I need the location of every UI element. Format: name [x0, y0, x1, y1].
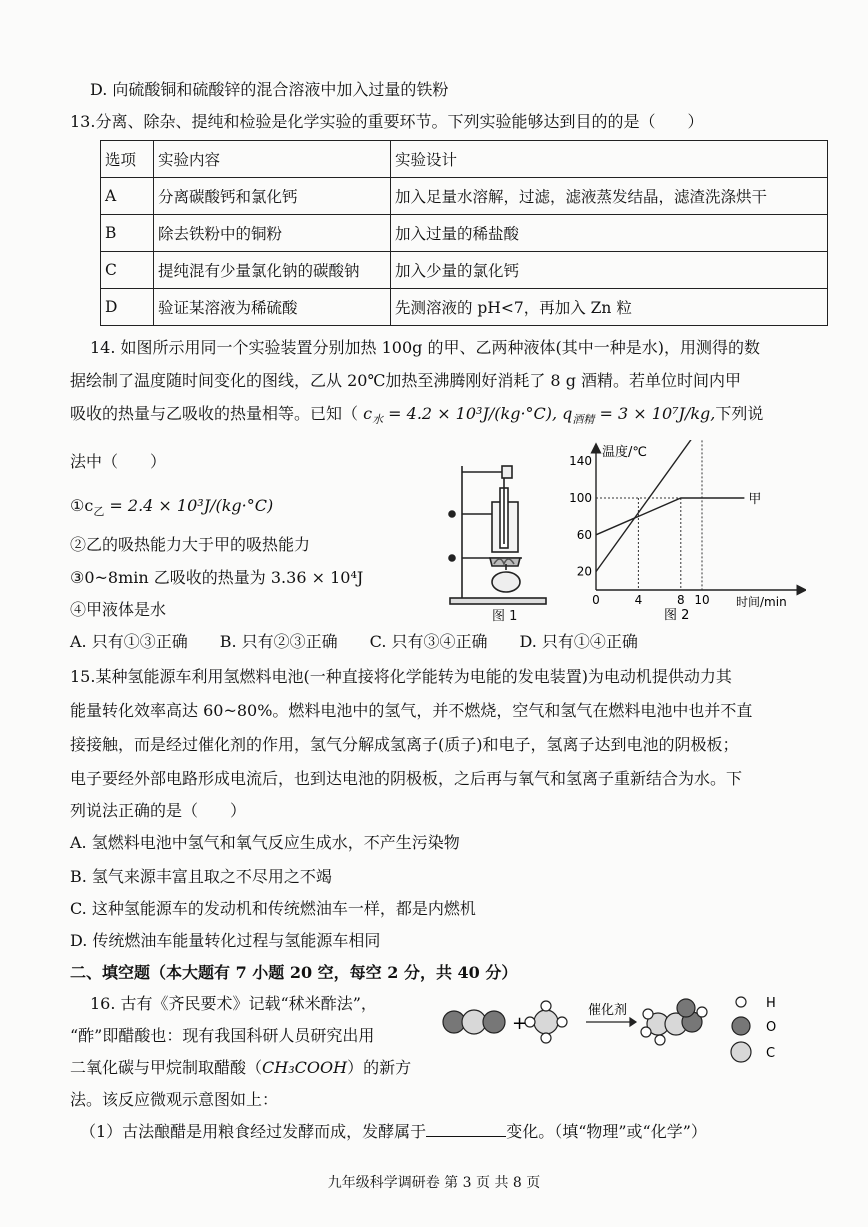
formula-c-water: $c_水 = 4.2 \times 10^3J/(kg\cdot^\circ C)$, $q_{酒精} = 3 \times 10^7J/kg$,	[363, 404, 716, 427]
hydrogen-atom	[557, 1017, 567, 1027]
alcohol-lamp	[492, 572, 520, 592]
q15-option-d: D. 传统燃油车能量转化过程与氢能源车相同	[70, 931, 381, 950]
stand-base	[450, 598, 546, 604]
x-tick-label: 8	[676, 593, 685, 607]
q15-line5: 列说法正确的是（ ）	[70, 801, 247, 820]
x-tick-label: 4	[634, 593, 643, 607]
answer-blank[interactable]	[426, 1122, 506, 1137]
plus-sign: +	[512, 1013, 528, 1034]
table-cell: B	[101, 215, 154, 252]
q16-sub1: （1）古法酿醋是用粮食经过发酵而成，发酵属于 变化。（填“物理”或“化学”）	[80, 1122, 707, 1141]
q16-line3: 二氧化碳与甲烷制取醋酸（CH₃COOH）的新方	[70, 1058, 412, 1077]
table-cell: 加入过量的稀盐酸	[391, 215, 828, 252]
table-row	[101, 215, 828, 252]
q15-line3: 接接触，而是经过催化剂的作用，氢气分解成氢离子(质子)和电子，氢离子达到电池的阴极板；	[70, 735, 739, 754]
table-cell: 加入足量水溶解，过滤，滤液蒸发结晶，滤渣洗涤烘干	[391, 178, 828, 215]
q15-option-a: A. 氢燃料电池中氢气和氧气反应生成水，不产生污染物	[70, 833, 460, 852]
statement-1: $①c_乙 = 2.4 \times 10^3J/(kg\cdot^\circ C)$	[70, 496, 274, 519]
legend-o: O	[766, 1020, 777, 1035]
table-header-cell: 实验设计	[391, 141, 828, 178]
temperature-time-chart	[566, 440, 806, 622]
q15-line2: 能量转化效率高达 60~80%。燃料电池中的氢气，并不燃烧，空气和氢气在燃料电池中也并不直	[70, 701, 753, 720]
q15-option-c: C. 这种氢能源车的发动机和传统燃油车一样，都是内燃机	[70, 899, 476, 918]
table-row	[101, 289, 828, 326]
q13-table	[100, 140, 828, 326]
statement-4: ④甲液体是水	[70, 600, 167, 619]
x-tick-label: 10	[694, 593, 710, 607]
table-header-cell: 选项	[101, 141, 154, 178]
q15-line4: 电子要经外部电路形成电流后，也到达电池的阴极板，之后再与氧气和氢离子重新结合为水。下	[70, 769, 743, 788]
legend-h-icon	[736, 997, 746, 1007]
statement-3: ③0~8min 乙吸收的热量为 3.36 × 10⁴J	[70, 568, 364, 587]
hydrogen-atom	[541, 1001, 551, 1011]
q15-line1: 15.某种氢能源车利用氢燃料电池(一种直接将化学能转为电能的发电装置)为电动机提供动力其	[70, 667, 732, 686]
q12-option-d: D. 向硫酸铜和硫酸锌的混合溶液中加入过量的铁粉	[90, 80, 449, 99]
q14-line1: 14. 如图所示用同一个实验装置分别加热 100g 的甲、乙两种液体(其中一种是水)，用测得的数	[90, 338, 760, 357]
q14-line4: 法中（ ）	[70, 452, 167, 471]
table-cell: 验证某溶液为稀硫酸	[154, 289, 391, 326]
q16-line2: “酢”即醋酸也：现有我国科研人员研究出用	[70, 1026, 375, 1045]
legend-h: H	[766, 996, 776, 1011]
y-tick-label: 60	[576, 527, 592, 542]
reaction-micro-diagram	[436, 992, 816, 1070]
q16-line4: 法。该反应微观示意图如上：	[70, 1090, 279, 1109]
heating-apparatus-figure	[440, 458, 560, 624]
q14-options: A. 只有①③正确 B. 只有②③正确 C. 只有③④正确 D. 只有①④正确	[70, 632, 638, 651]
carbon-atom	[462, 1010, 486, 1034]
q16-line1: 16. 古有《齐民要术》记载“秫米酢法”，	[90, 994, 377, 1013]
table-header-cell: 实验内容	[154, 141, 391, 178]
table-header-row	[101, 141, 828, 178]
statement-2: ②乙的吸热能力大于甲的吸热能力	[70, 535, 311, 554]
series-label: 甲	[748, 492, 762, 507]
table-cell: D	[101, 289, 154, 326]
table-cell: A	[101, 178, 154, 215]
table-row	[101, 252, 828, 289]
table-cell: 除去铁粉中的铜粉	[154, 215, 391, 252]
oxygen-atom	[483, 1011, 505, 1033]
fig2-caption: 图 2	[664, 608, 690, 622]
q13-stem: 13.分离、除杂、提纯和检验是化学实验的重要环节。下列实验能够达到目的的是（ ）	[70, 112, 704, 131]
hydrogen-atom	[541, 1033, 551, 1043]
section-title: 二、填空题（本大题有 7 小题 20 空，每空 2 分，共 40 分）	[70, 963, 518, 982]
fig1-caption: 图 1	[492, 609, 518, 624]
series-line-jia	[596, 498, 744, 535]
q14-line3-text: 吸收的热量与乙吸收的热量相等。已知（	[70, 404, 359, 423]
x-axis-label: 时间/min	[736, 595, 787, 609]
q14-line3-tail: 下列说	[715, 404, 764, 423]
carbon-atom	[534, 1010, 558, 1034]
table-cell: 分离碳酸钙和氯化钙	[154, 178, 391, 215]
legend-c-icon	[731, 1042, 751, 1062]
table-cell: 先测溶液的 pH<7，再加入 Zn 粒	[391, 289, 828, 326]
q14-line3	[70, 404, 763, 430]
table-cell: 加入少量的氯化钙	[391, 252, 828, 289]
x-tick-label: 0	[592, 593, 600, 607]
y-tick-label: 100	[569, 491, 592, 505]
table-cell: C	[101, 252, 154, 289]
q14-line2: 据绘制了温度随时间变化的图线，乙从 20℃加热至沸腾刚好消耗了 8 g 酒精。若单位时间内甲	[70, 371, 742, 390]
page-footer: 九年级科学调研卷 第 3 页 共 8 页	[327, 1175, 541, 1191]
catalyst-label: 催化剂	[588, 1003, 628, 1018]
table-cell: 提纯混有少量氯化钠的碳酸钠	[154, 252, 391, 289]
legend-o-icon	[732, 1017, 750, 1035]
y-tick-label: 20	[576, 564, 592, 579]
q15-option-b: B. 氢气来源丰富且取之不尽用之不竭	[70, 867, 332, 886]
y-axis-label: 温度/℃	[602, 445, 647, 460]
legend-c: C	[766, 1046, 776, 1061]
y-tick-label: 140	[569, 454, 592, 469]
table-row	[101, 178, 828, 215]
